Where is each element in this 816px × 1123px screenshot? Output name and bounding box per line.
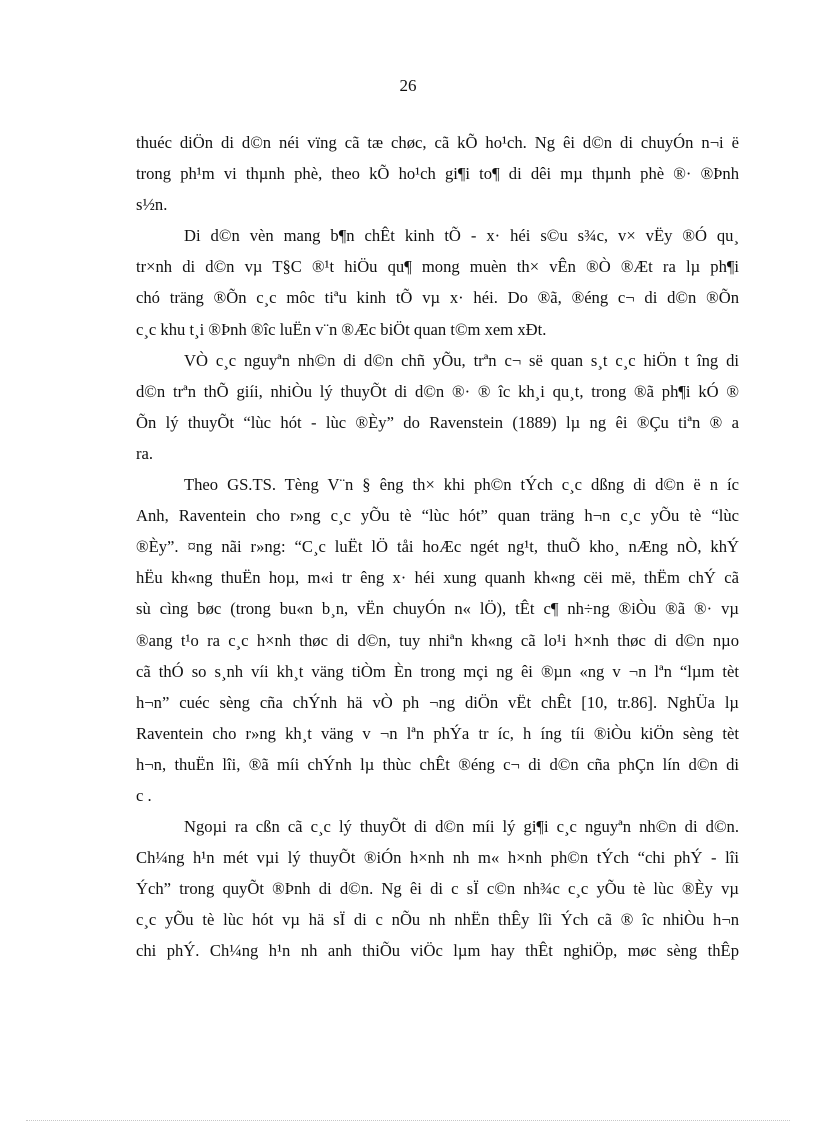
text-line: trong ph¹m vi thµnh phè, theo kÕ ho¹ch gi¶i to¶ di dêi mµ thµnh phè ®· ®Þnh (136, 164, 739, 184)
text-line: chó träng ®Õn c¸c môc tiªu kinh tÕ vµ x· héi. Do ®ã, ®éng c¬ di d©n ®Õn (136, 288, 739, 308)
page-number: 26 (399, 76, 417, 95)
text-line: Ých” trong quyÕt ®Þnh di d©n. Ng êi di c sÏ c©n nh¾c c¸c yÕu tè lùc ®Èy vµ (136, 879, 739, 899)
text-line: VÒ c¸c nguyªn nh©n di d©n chñ yÕu, trªn c¬ së quan s¸t c¸c hiÖn t îng di (184, 350, 739, 370)
text-line: ®Èy”. ¤ng nãi r»ng: “C¸c luËt lÖ tåi hoÆc ngét ng¹t, thuÕ kho¸ nÆng nÒ, khÝ (136, 537, 739, 557)
text-line: cã thÓ so s¸nh víi kh¸t väng tiÒm Èn trong mçi ng êi ®µn «ng v ¬n lªn “lµm tèt (136, 661, 739, 681)
text-line: Ngoµi ra cßn cã c¸c lý thuyÕt di d©n míi lý gi¶i c¸c nguyªn nh©n di d©n. (184, 817, 739, 837)
text-line: Di d©n vèn mang b¶n chÊt kinh tÕ - x· héi s©u s¾c, v× vËy ®Ó qu¸ (184, 226, 739, 246)
text-line: chi phÝ. Ch¼ng h¹n nh anh thiÕu viÖc lµm hay thÊt nghiÖp, møc sèng thÊp (136, 941, 739, 961)
text-line: c¸c khu t¸i ®Þnh ®îc luËn v¨n ®Æc biÖt quan t©m xem xÐt. (136, 319, 547, 339)
text-line: thuéc diÖn di d©n néi vïng cã tæ chøc, cã kÕ ho¹ch. Ng êi d©n di chuyÓn n¬i ë (136, 133, 739, 152)
text-line: tr×nh di d©n vµ T§C ®¹t hiÖu qu¶ mong muèn th× vÊn ®Ò ®Æt ra lµ ph¶i (136, 257, 739, 277)
text-line: c . (136, 785, 152, 805)
text-line: Anh, Raventein cho r»ng c¸c yÕu tè “lùc hót” quan träng h¬n c¸c yÕu tè “lùc (136, 506, 739, 526)
page-bottom-rule (26, 1120, 790, 1121)
text-line: Ch¼ng h¹n mét vµi lý thuyÕt ®iÓn h×nh nh m« h×nh ph©n tÝch “chi phÝ - lîi (136, 848, 739, 868)
text-line: c¸c yÕu tè lùc hót vµ hä sÏ di c nÕu nh nhËn thÊy lîi Ých cã ® îc nhiÒu h¬n (136, 910, 739, 930)
text-line: h¬n, thuËn lîi, ®ã míi chÝnh lµ thùc chÊt ®éng c¬ di d©n cña phÇn lín d©n di (136, 754, 739, 774)
body-text (136, 127, 739, 967)
text-line: ®ang t¹o ra c¸c h×nh thøc di d©n, tuy nhiªn kh«ng cã lo¹i h×nh thøc di d©n nµo (136, 630, 739, 650)
text-line: hËu kh«ng thuËn hoµ, m«i tr êng x· héi xung quanh kh«ng cëi më, thËm chÝ cã (136, 568, 739, 588)
text-line: h¬n” cuéc sèng cña chÝnh hä vÒ ph ¬ng diÖn vËt chÊt [10, tr.86]. NghÜa lµ (136, 692, 739, 712)
text-line: d©n trªn thÕ giíi, nhiÒu lý thuyÕt di d©n ®· ® îc kh¸i qu¸t, trong ®ã ph¶i kÓ ® (136, 381, 739, 401)
text-line: s½n. (136, 195, 168, 215)
text-line: Raventein cho r»ng kh¸t väng v ¬n lªn phÝa tr íc, h íng tíi ®iÒu kiÖn sèng tèt (136, 723, 739, 743)
text-line: Õn lý thuyÕt “lùc hót - lùc ®Èy” do Ravenstein (1889) lµ ng êi ®Çu tiªn ® a (136, 412, 739, 432)
text-line: Theo GS.TS. Tèng V¨n § êng th× khi ph©n tÝch c¸c dßng di d©n ë n íc (184, 475, 739, 495)
text-line: sù cìng bøc (trong bu«n b¸n, vËn chuyÓn n« lÖ), tÊt c¶ nh÷ng ®iÒu ®ã ®· vµ (136, 599, 739, 619)
text-line: ra. (136, 443, 154, 463)
